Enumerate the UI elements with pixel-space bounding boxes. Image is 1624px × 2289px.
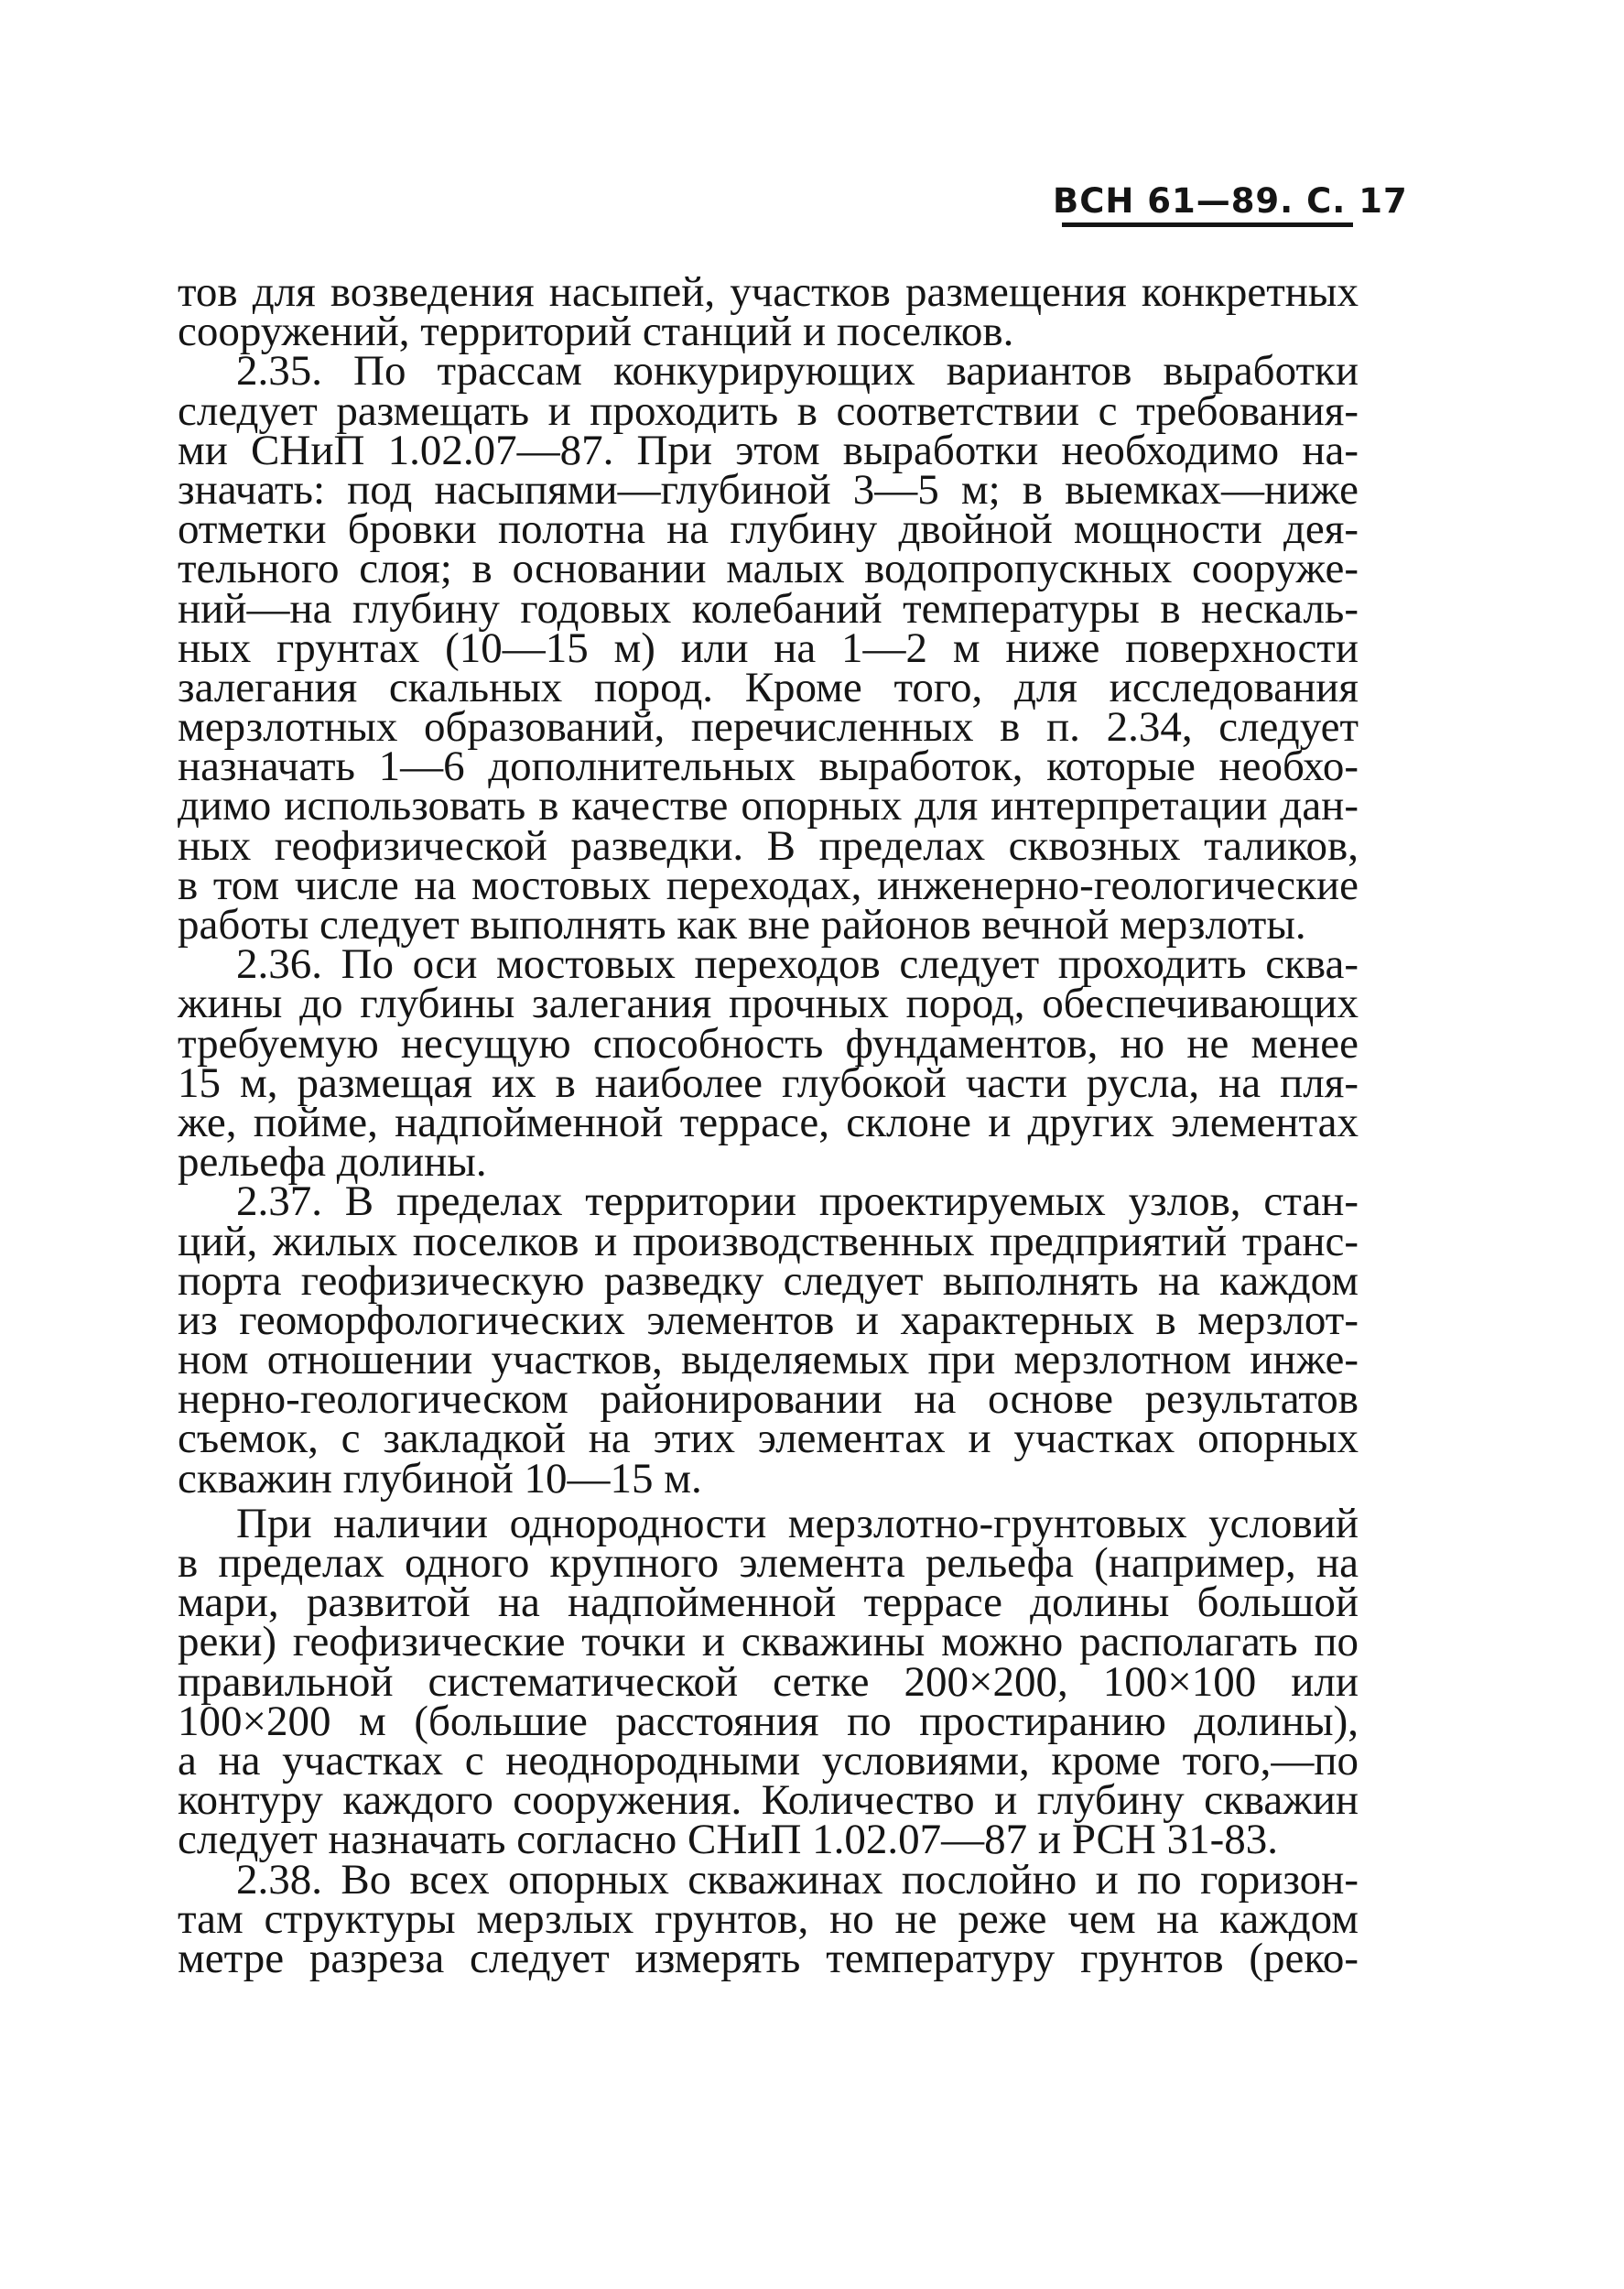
text-line: нерно-геологическом районировании на основе результатов <box>178 1375 1359 1424</box>
text-line: метре разреза следует измерять температуру грунтов (реко- <box>178 1934 1359 1982</box>
text-line: значать: под насыпями—глубиной 3—5 м; в выемках—ниже <box>178 465 1359 514</box>
text-line: жины до глубины залегания прочных пород, обеспечивающих <box>178 980 1359 1028</box>
text-line: работы следует выполнять как вне районов вечной мерзлоты. <box>178 901 1306 949</box>
text-line: скважин глубиной 10—15 м. <box>178 1454 702 1502</box>
text-line: 2.35. По трассам конкурирующих вариантов выработки <box>236 347 1359 396</box>
text-line: в пределах одного крупного элемента рельефа (например, на <box>178 1539 1359 1587</box>
text-line: мари, развитой на надпойменной террасе долины большой <box>178 1578 1359 1627</box>
text-line: же, пойме, надпойменной террасе, склоне и других элементах <box>178 1098 1359 1146</box>
text-line: ных геофизической разведки. В пределах сквозных таликов, <box>178 821 1359 870</box>
text-line: а на участках с неоднородными условиями, кроме того,—по <box>178 1736 1359 1785</box>
text-line: сооружений, территорий станций и поселков. <box>178 308 1014 356</box>
text-line: 2.38. Во всех опорных скважинах послойно и по горизон- <box>236 1855 1359 1904</box>
text-line: из геоморфологических элементов и характерных в мерзлот- <box>178 1296 1359 1344</box>
text-line: 15 м, размещая их в наиболее глубокой части русла, на пля- <box>178 1058 1359 1107</box>
text-line: требуемую несущую способность фундаментов, но не менее <box>178 1019 1359 1068</box>
text-line: правильной систематической сетке 200×200, 100×100 или <box>178 1657 1359 1706</box>
text-line: 2.36. По оси мостовых переходов следует проходить сква- <box>236 940 1359 989</box>
text-line: назначать 1—6 дополнительных выработок, которые необхо- <box>178 743 1359 791</box>
running-head: ВСН 61—89. С. 17 <box>1053 181 1408 221</box>
body-text <box>178 268 1359 1982</box>
text-line: При наличии однородности мерзлотно-грунтовых условий <box>236 1499 1359 1547</box>
text-line: порта геофизическую разведку следует выполнять на каждом <box>178 1256 1359 1305</box>
text-line: ных грунтах (10—15 м) или на 1—2 м ниже поверхности <box>178 624 1359 672</box>
text-line: тов для возведения насыпей, участков размещения конкретных <box>178 268 1359 316</box>
text-line: ном отношении участков, выделяемых при мерзлотном инже- <box>178 1336 1359 1384</box>
text-line: следует назначать согласно СНиП 1.02.07—87 и РСН 31-83. <box>178 1816 1278 1864</box>
text-line: контуру каждого сооружения. Количество и глубину скважин <box>178 1776 1359 1825</box>
text-line: залегания скальных пород. Кроме того, для исследования <box>178 663 1359 711</box>
text-line: там структуры мерзлых грунтов, но не реже чем на каждом <box>178 1894 1359 1943</box>
text-line: ми СНиП 1.02.07—87. При этом выработки необходимо на- <box>178 426 1359 474</box>
text-line: ний—на глубину годовых колебаний температуры в нескаль- <box>178 584 1359 633</box>
text-line: рельефа долины. <box>178 1138 487 1187</box>
text-line: реки) геофизические точки и скважины можно располагать по <box>178 1618 1359 1666</box>
text-line: в том числе на мостовых переходах, инженерно-геологические <box>178 861 1359 909</box>
text-line: мерзлотных образований, перечисленных в п. 2.34, следует <box>178 703 1359 752</box>
text-line: отметки бровки полотна на глубину двойной мощности дея- <box>178 505 1359 554</box>
text-line: ций, жилых поселков и производственных предприятий транс- <box>178 1217 1359 1265</box>
text-line: съемок, с закладкой на этих элементах и участках опорных <box>178 1415 1359 1463</box>
header-rule <box>1062 222 1353 227</box>
text-line: 100×200 м (большие расстояния по простиранию долины), <box>178 1697 1359 1745</box>
text-line: тельного слоя; в основании малых водопропускных сооруже- <box>178 545 1359 593</box>
text-line: 2.37. В пределах территории проектируемых узлов, стан- <box>236 1177 1359 1226</box>
text-line: димо использовать в качестве опорных для интерпретации дан- <box>178 782 1359 830</box>
text-line: следует размещать и проходить в соответствии с требования- <box>178 386 1359 435</box>
